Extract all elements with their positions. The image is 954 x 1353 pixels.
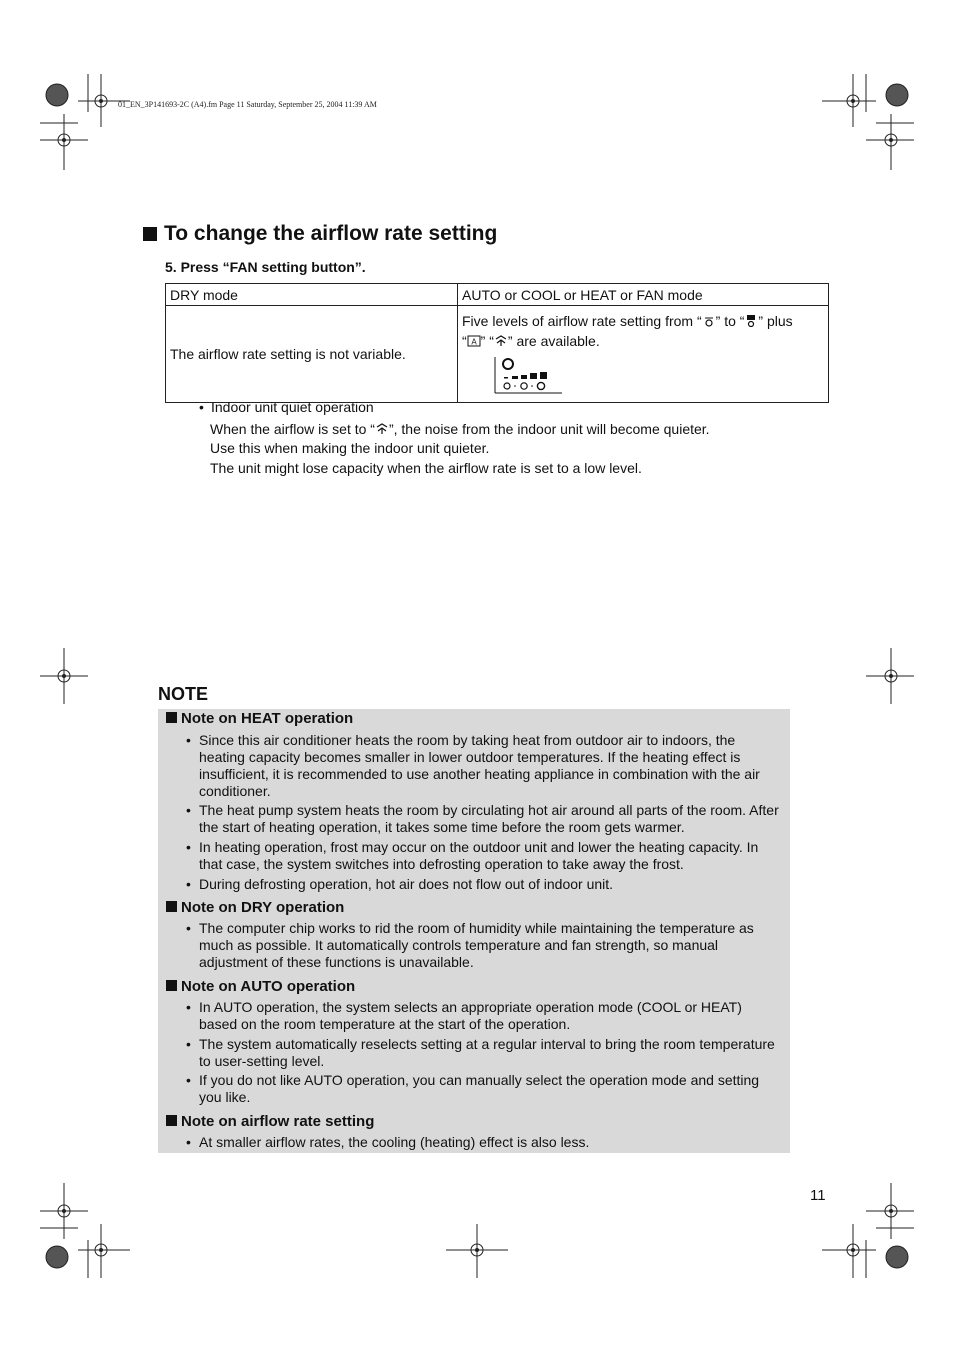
- list-item: • The heat pump system heats the room by circulating hot air around all parts of the room. After the start of heating operation, it takes some time before the room gets warmer.: [186, 802, 782, 836]
- note-heading-airflow: Note on airflow rate setting: [166, 1113, 374, 1130]
- file-info-header: 01_EN_3P141693-2C (A4).fm Page 11 Saturday, September 25, 2004 11:39 AM: [118, 100, 377, 109]
- table-header-dry: DRY mode: [166, 284, 458, 306]
- fan-level-low-icon: [702, 315, 716, 327]
- quiet-operation-block: [199, 398, 710, 478]
- quiet-line-1: When the airflow is set to “ ”, the noise from the indoor unit will become quieter.: [210, 421, 710, 437]
- step-instruction: 5. Press “FAN setting button”.: [165, 259, 366, 275]
- note-heading-dry: Note on DRY operation: [166, 899, 344, 916]
- quiet-fan-icon: [375, 423, 389, 435]
- mode-table: [165, 283, 829, 403]
- note-heading-auto: Note on AUTO operation: [166, 978, 355, 995]
- page-number: 11: [810, 1187, 826, 1204]
- square-bullet-icon: [166, 980, 177, 991]
- list-item: • During defrosting operation, hot air does not flow out of indoor unit.: [186, 876, 782, 893]
- list-item: • Indoor unit quiet operation: [199, 398, 710, 417]
- quiet-fan-icon: [494, 335, 508, 347]
- airflow-levels-line: Five levels of airflow rate setting from “ ” to “ ” plus: [462, 313, 793, 329]
- table-cell-dry: The airflow rate setting is not variable.: [166, 306, 458, 403]
- table-header-row: [166, 284, 829, 306]
- list-item: • If you do not like AUTO operation, you can manually select the operation mode and setting you like.: [186, 1072, 782, 1106]
- section-title-text: To change the airflow rate setting: [164, 222, 498, 245]
- list-item: • Since this air conditioner heats the room by taking heat from outdoor air to indoors, the heating capacity becomes smaller in lower outdoor temperatures. If the heating effect is insufficient, it is recommended to use another heating appliance in combination with the air conditioner.: [186, 732, 782, 800]
- square-bullet-icon: [166, 712, 177, 723]
- table-header-auto: AUTO or COOL or HEAT or FAN mode: [458, 284, 829, 306]
- note-heading-heat: Note on HEAT operation: [166, 710, 353, 727]
- list-item: • In heating operation, frost may occur on the outdoor unit and lower the heating capacity. In that case, the system switches into defrosting operation to take away the frost.: [186, 839, 782, 873]
- auto-fan-icon: [467, 335, 481, 347]
- fan-level-high-icon: [744, 315, 758, 327]
- fan-display-icon: [494, 355, 564, 395]
- square-bullet-icon: [166, 1115, 177, 1126]
- section-title: [143, 222, 497, 246]
- list-item: • At smaller airflow rates, the cooling (heating) effect is also less.: [186, 1134, 782, 1151]
- quiet-line-3: The unit might lose capacity when the airflow rate is set to a low level.: [210, 460, 642, 476]
- square-bullet-icon: [143, 227, 157, 241]
- note-title: NOTE: [158, 684, 209, 704]
- list-item: • The system automatically reselects setting at a regular interval to bring the room temperature to user-setting level.: [186, 1036, 782, 1070]
- square-bullet-icon: [166, 901, 177, 912]
- table-row: [166, 306, 829, 403]
- list-item: • The computer chip works to rid the room of humidity while maintaining the temperature as much as possible. It automatically controls temperature and fan strength, so manual adjustment of these functions is unavailable.: [186, 920, 782, 971]
- svg-text:A: A: [471, 337, 477, 347]
- table-cell-auto: [458, 306, 829, 403]
- list-item: • In AUTO operation, the system selects an appropriate operation mode (COOL or HEAT) based on the room temperature at the start of the operation.: [186, 999, 782, 1033]
- airflow-extra-line: “ A ” “ ” are available.: [462, 333, 600, 349]
- quiet-line-2: Use this when making the indoor unit quieter.: [210, 440, 490, 456]
